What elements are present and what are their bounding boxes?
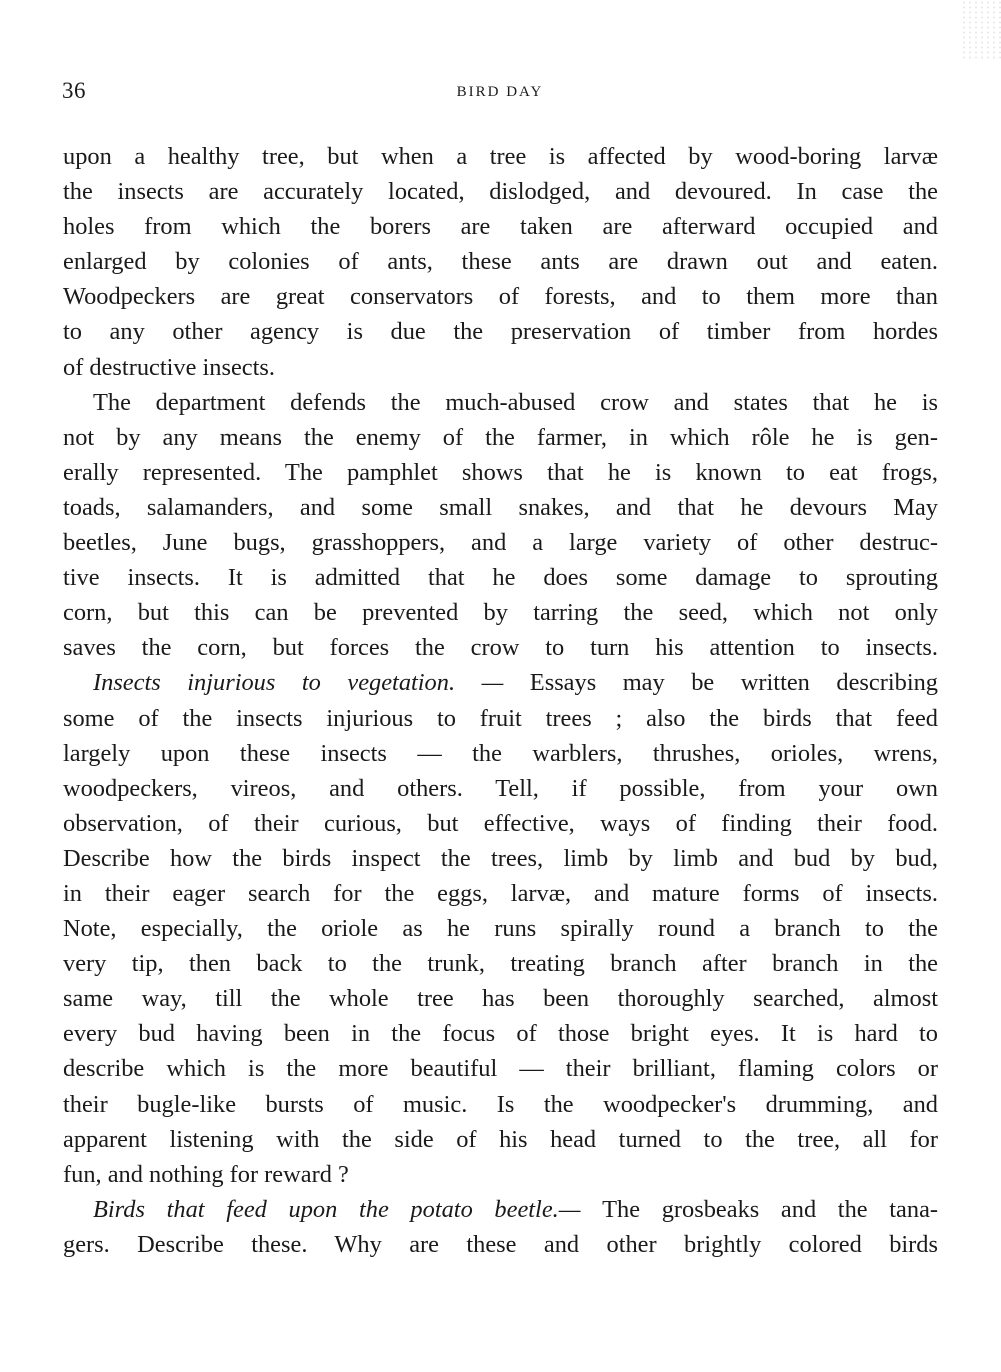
text-line: Woodpeckers are great conservators of forests, and to them more than [63,283,938,311]
text-line: apparent listening with the side of his head turned to the tree, all for [63,1125,938,1153]
text-line: their bugle-like bursts of music. Is the woodpecker's drumming, and [63,1090,938,1118]
body-text [63,139,938,1262]
text-run: The grosbeaks and the tana- [602,1195,938,1223]
text-line: the insects are accurately located, dislodged, and devoured. In case the [63,178,938,206]
text-line: some of the insects injurious to fruit trees ; also the birds that feed [63,704,938,732]
section-lead: Birds that feed upon the potato beetle.— [93,1195,603,1223]
page-header [62,78,938,108]
text-line: Note, especially, the oriole as he runs spirally round a branch to the [63,915,938,943]
text-line: woodpeckers, vireos, and others. Tell, if possible, from your own [63,774,938,802]
text-run: Essays may be written describing [529,669,938,697]
text-line: upon a healthy tree, but when a tree is affected by wood-boring larvæ [63,143,938,170]
text-line: corn, but this can be prevented by tarring the seed, which not only [63,599,938,627]
paragraph-lead-line [63,665,938,700]
text-line: to any other agency is due the preservation of timber from hordes [63,318,938,346]
text-line: beetles, June bugs, grasshoppers, and a large variety of other destruc- [63,529,938,557]
text-line: largely upon these insects — the warblers, thrushes, orioles, wrens, [63,739,938,767]
text-line: fun, and nothing for reward ? [63,1160,349,1188]
text-line: The department defends the much-abused crow and states that he is [93,388,938,416]
text-line: observation, of their curious, but effective, ways of finding their food. [63,809,938,837]
text-line: enlarged by colonies of ants, these ants are drawn out and eaten. [63,248,938,276]
running-head: BIRD DAY [456,84,544,100]
text-line: holes from which the borers are taken are afterward occupied and [63,213,938,241]
text-line: very tip, then back to the trunk, treating branch after branch in the [63,950,938,978]
text-line: same way, till the whole tree has been thoroughly searched, almost [63,985,938,1013]
text-line: Describe how the birds inspect the trees, limb by limb and bud by bud, [63,844,938,872]
section-lead: Insects injurious to vegetation. — [93,669,530,697]
text-line: of destructive insects. [63,353,276,381]
paper-specks [961,0,1001,60]
text-line: in their eager search for the eggs, larvæ, and mature forms of insects. [63,879,938,907]
text-line: gers. Describe these. Why are these and other brightly colored birds [63,1230,938,1258]
text-line: not by any means the enemy of the farmer, in which rôle he is gen- [63,423,938,451]
text-line: describe which is the more beautiful — their brilliant, flaming colors or [63,1055,938,1083]
text-line: tive insects. It is admitted that he does some damage to sprouting [63,564,938,592]
text-line: every bud having been in the focus of those bright eyes. It is hard to [63,1020,938,1048]
text-line: toads, salamanders, and some small snakes, and that he devours May [63,493,938,521]
paragraph-lead-line [63,1192,938,1227]
page-number: 36 [62,78,86,103]
text-line: erally represented. The pamphlet shows that he is known to eat frogs, [63,458,938,486]
text-line: saves the corn, but forces the crow to turn his attention to insects. [63,634,938,662]
